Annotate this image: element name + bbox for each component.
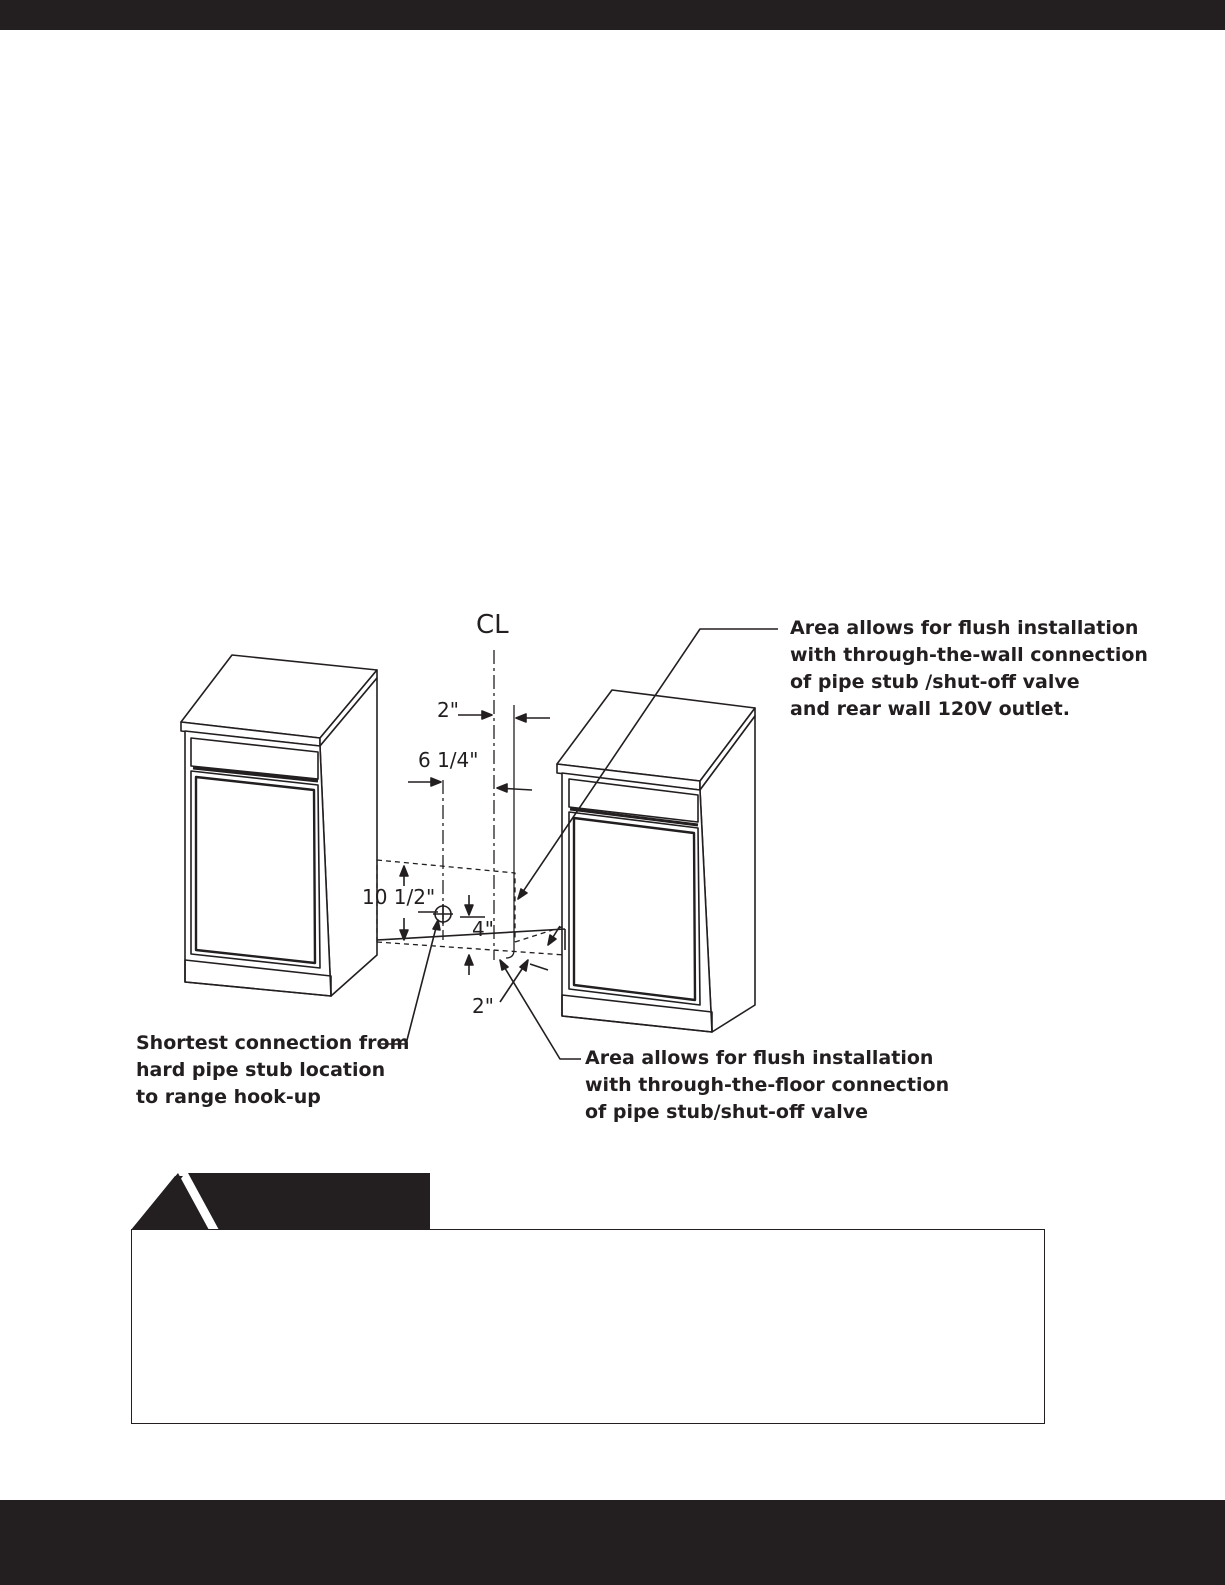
callout-floor-area bbox=[585, 1045, 949, 1126]
dimension-stub-height: 10 1/2" bbox=[362, 885, 436, 909]
callout-line: to range hook-up bbox=[136, 1086, 321, 1108]
dimension-stub-offset: 6 1/4" bbox=[418, 748, 479, 772]
bottom-bar bbox=[0, 1500, 1225, 1585]
callout-line: Area allows for flush installation bbox=[585, 1047, 934, 1069]
top-bar bbox=[0, 0, 1225, 30]
callout-line: hard pipe stub location bbox=[136, 1059, 386, 1081]
callout-line: with through-the-wall connection bbox=[790, 644, 1148, 666]
callout-line: of pipe stub /shut-off valve bbox=[790, 671, 1080, 693]
left-cabinet bbox=[181, 655, 377, 996]
dimension-floor-depth: 4" bbox=[472, 917, 494, 941]
warning-box bbox=[131, 1229, 1045, 1424]
callout-wall-area bbox=[790, 615, 1148, 723]
dimension-wall-offset: 2" bbox=[437, 698, 459, 722]
callout-line: with through-the-floor connection bbox=[585, 1074, 950, 1096]
callout-line: Area allows for flush installation bbox=[790, 617, 1139, 639]
dimension-floor-offset: 2" bbox=[472, 994, 494, 1018]
warning-tab bbox=[131, 1170, 431, 1230]
callout-line: and rear wall 120V outlet. bbox=[790, 698, 1070, 720]
right-cabinet bbox=[557, 690, 755, 1032]
callout-line: Shortest connection from bbox=[136, 1032, 410, 1054]
centerline-symbol: CL bbox=[476, 610, 509, 640]
callout-shortest-connection bbox=[136, 1030, 409, 1111]
callout-line: of pipe stub/shut-off valve bbox=[585, 1101, 868, 1123]
